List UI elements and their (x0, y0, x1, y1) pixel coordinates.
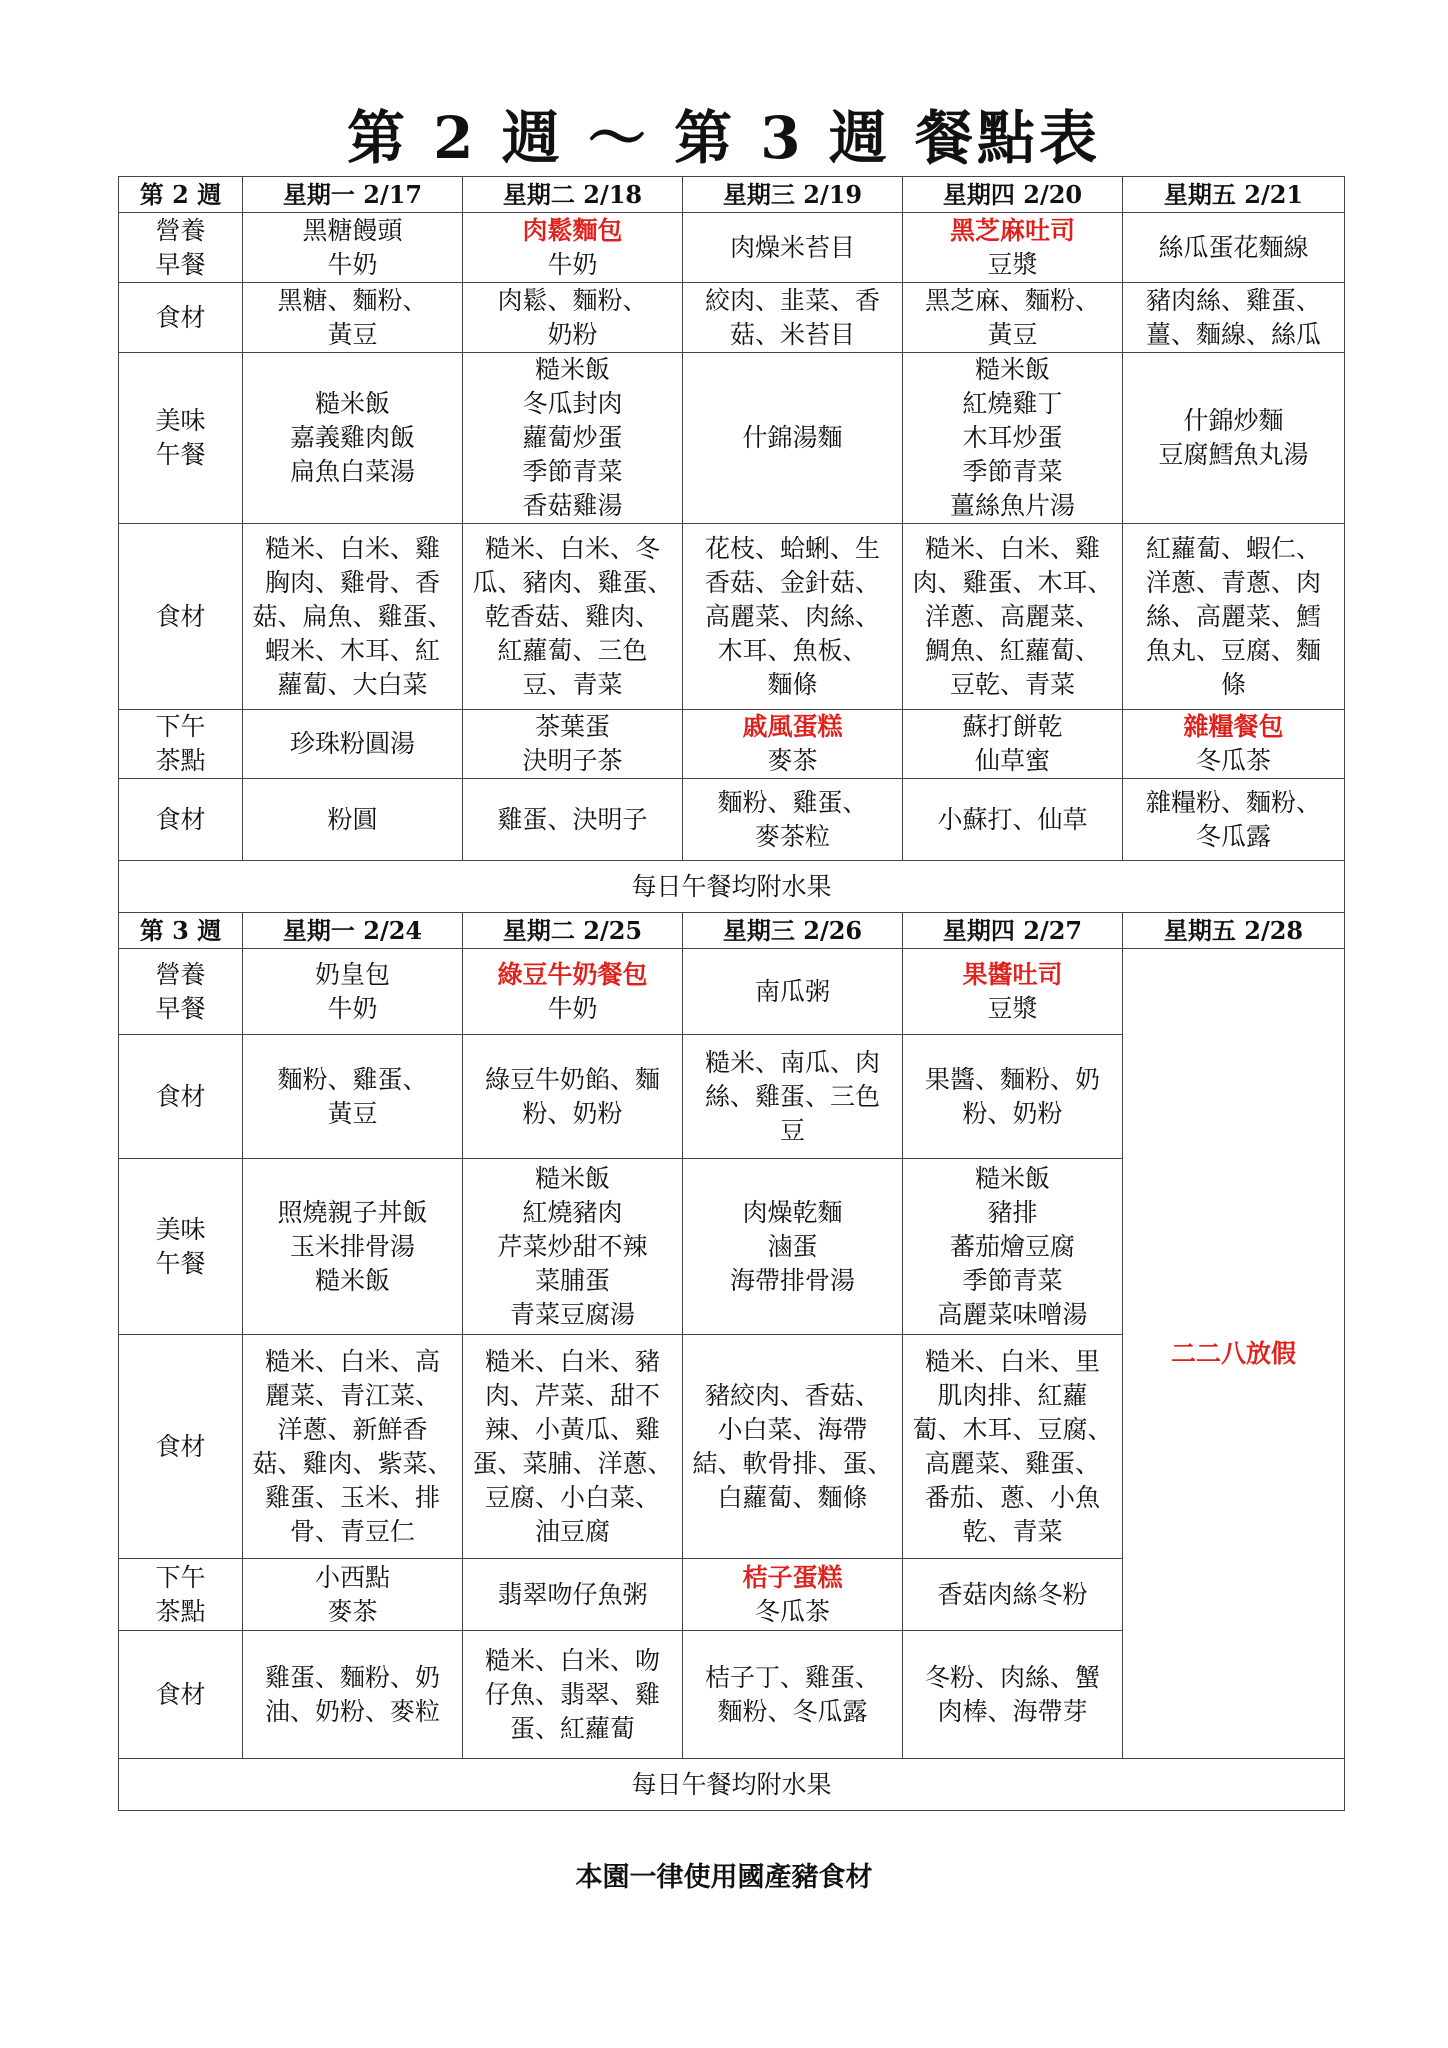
menu-item-text: 奶粉 (547, 319, 598, 349)
menu-cell (463, 1035, 683, 1159)
menu-item-text: 雞蛋、決明子 (497, 804, 648, 834)
breakfast-row (119, 213, 1345, 283)
menu-item-text: 絲瓜蛋花麵線 (1158, 232, 1309, 262)
row-label (119, 524, 243, 710)
menu-item-text: 奶皇包 (314, 959, 390, 989)
menu-item-text: 糙米、南瓜、肉 (704, 1047, 880, 1077)
menu-item-text: 蕃茄燴豆腐 (949, 1231, 1075, 1261)
menu-item-text: 蘿蔔炒蛋 (522, 423, 623, 452)
menu-cell (243, 710, 463, 779)
day-header: 星期四 2/27 (903, 913, 1123, 949)
menu-item-text: 季節青菜 (962, 457, 1063, 486)
menu-item-text: 小蘇打、仙草 (937, 804, 1088, 834)
menu-item-text: 糙米、白米、冬 (484, 533, 660, 563)
row-label-text: 茶點 (155, 746, 206, 775)
week-2-menu-table (118, 176, 1345, 913)
week-header-row (119, 913, 1345, 949)
menu-cell (463, 283, 683, 353)
menu-cell (903, 1035, 1123, 1159)
row-label-text: 食材 (155, 1431, 206, 1461)
menu-item-text: 決明子茶 (522, 746, 623, 775)
menu-item-text: 仙草蜜 (974, 746, 1050, 775)
menu-cell (1123, 779, 1345, 861)
row-label (119, 1159, 243, 1335)
menu-item-text: 黃豆 (987, 319, 1038, 349)
menu-cell (463, 1159, 683, 1335)
menu-cell (463, 353, 683, 524)
row-label-text: 食材 (155, 1081, 206, 1111)
row-label-text: 食材 (155, 302, 206, 332)
menu-cell (243, 949, 463, 1035)
menu-item-text: 胸肉、雞骨、香 (264, 567, 440, 597)
menu-item-text: 蘿蔔、大白菜 (277, 669, 428, 699)
menu-item-text: 海帶排骨湯 (729, 1265, 855, 1295)
menu-item-text: 香菇雞湯 (522, 491, 623, 520)
menu-item-text: 骨、青豆仁 (289, 1516, 415, 1546)
menu-item-text: 牛奶 (327, 993, 378, 1023)
menu-item-text: 粉、奶粉 (522, 1098, 623, 1128)
menu-cell (463, 1559, 683, 1631)
menu-item-text: 雜糧粉、麵粉、 (1145, 787, 1321, 817)
menu-item-text: 季節青菜 (522, 457, 623, 486)
menu-cell (903, 1631, 1123, 1759)
menu-item-text: 絞肉、韭菜、香 (704, 285, 880, 315)
fruit-note-row (119, 861, 1345, 913)
menu-item-text: 菜脯蛋 (534, 1265, 610, 1295)
menu-item-text: 麗菜、青江菜、 (264, 1380, 440, 1410)
menu-item-text: 冬粉、肉絲、蟹 (924, 1662, 1100, 1692)
menu-item-text: 香菇肉絲冬粉 (937, 1579, 1088, 1609)
menu-item-text: 什錦湯麵 (742, 423, 843, 452)
menu-cell (683, 283, 903, 353)
row-label (119, 779, 243, 861)
menu-item-text: 豆漿 (987, 249, 1038, 279)
menu-item-text: 糙米、白米、雞 (924, 533, 1100, 563)
menu-item-text: 肉燥乾麵 (742, 1197, 843, 1227)
menu-item-text: 黃豆 (327, 1098, 378, 1128)
menu-item-text: 肉鬆、麵粉、 (497, 285, 648, 315)
menu-item-text: 洋蔥、新鮮香 (277, 1414, 428, 1444)
menu-item-text: 豆腐、小白菜、 (484, 1482, 660, 1512)
menu-item-text: 仔魚、翡翠、雞 (484, 1679, 660, 1709)
menu-item-text: 豆腐鱈魚丸湯 (1158, 440, 1309, 469)
menu-item-text: 肉棒、海帶芽 (937, 1696, 1088, 1726)
row-label (119, 710, 243, 779)
menu-item-text: 鯛魚、紅蘿蔔、 (924, 635, 1100, 665)
menu-item-text: 肉、雞蛋、木耳、 (912, 567, 1113, 597)
menu-item-text: 黃豆 (327, 319, 378, 349)
menu-item-text: 蝦米、木耳、紅 (264, 635, 440, 665)
menu-item-text: 瓜、豬肉、雞蛋、 (472, 567, 673, 597)
menu-item-text: 乾香菇、雞肉、 (484, 601, 660, 631)
menu-item-text: 麥茶 (327, 1596, 378, 1626)
menu-cell (243, 1631, 463, 1759)
menu-item-text: 雞蛋、麵粉、奶 (264, 1662, 440, 1692)
menu-item-text: 滷蛋 (767, 1231, 818, 1261)
menu-item-text: 肉燥米苔目 (729, 232, 855, 262)
row-label-text: 早餐 (155, 249, 206, 279)
week-header-row (119, 177, 1345, 213)
menu-cell (903, 283, 1123, 353)
row-label-text: 食材 (155, 601, 206, 631)
menu-item-text: 嘉義雞肉飯 (289, 423, 415, 452)
menu-item-text: 綠豆牛奶餡、麵 (484, 1064, 660, 1094)
menu-item-text: 花枝、蛤蜊、生 (704, 533, 880, 563)
special-item-text: 桔子蛋糕 (742, 1562, 843, 1592)
lunch-ingredients-row (119, 524, 1345, 710)
menu-item-text: 肌肉排、紅蘿 (937, 1380, 1088, 1410)
menu-cell (1123, 710, 1345, 779)
menu-item-text: 豬排 (987, 1197, 1038, 1227)
special-item-text: 綠豆牛奶餐包 (497, 959, 648, 989)
menu-cell (243, 283, 463, 353)
menu-item-text: 高麗菜、雞蛋、 (924, 1448, 1100, 1478)
menu-item-text: 冬瓜茶 (754, 1596, 830, 1626)
menu-cell (683, 949, 903, 1035)
menu-cell (463, 1631, 683, 1759)
menu-item-text: 香菇、金針菇、 (704, 567, 880, 597)
day-header: 星期三 2/26 (683, 913, 903, 949)
row-label-text: 早餐 (155, 993, 206, 1023)
menu-item-text: 絲、高麗菜、鱈 (1145, 601, 1321, 631)
menu-cell (243, 1159, 463, 1335)
row-label (119, 1631, 243, 1759)
menu-cell (683, 1335, 903, 1559)
day-header: 星期一 2/24 (243, 913, 463, 949)
menu-item-text: 蛋、紅蘿蔔 (509, 1713, 635, 1743)
menu-item-text: 豆漿 (987, 993, 1038, 1023)
menu-item-text: 木耳、魚板、 (717, 635, 868, 665)
week-label: 第 3 週 (119, 913, 243, 949)
menu-cell (463, 1335, 683, 1559)
menu-cell (1123, 213, 1345, 283)
row-label-text: 下午 (155, 712, 206, 741)
lunch-row (119, 353, 1345, 524)
menu-item-text: 麥茶 (767, 746, 818, 775)
menu-item-text: 青菜豆腐湯 (509, 1299, 635, 1329)
menu-item-text: 糙米、白米、雞 (264, 533, 440, 563)
menu-cell (243, 524, 463, 710)
menu-cell (683, 779, 903, 861)
menu-item-text: 糙米、白米、高 (264, 1346, 440, 1376)
menu-cell (903, 1159, 1123, 1335)
row-label-text: 食材 (155, 804, 206, 834)
fruit-note: 每日午餐均附水果 (119, 861, 1345, 913)
menu-item-text: 糙米飯 (974, 1163, 1050, 1193)
row-label (119, 1559, 243, 1631)
special-item-text: 果醬吐司 (962, 959, 1063, 989)
menu-item-text: 黑糖饅頭 (302, 215, 403, 245)
menu-item-text: 絲、雞蛋、三色 (704, 1081, 880, 1111)
menu-cell (243, 213, 463, 283)
menu-item-text: 乾、青菜 (962, 1516, 1063, 1546)
menu-cell (683, 213, 903, 283)
menu-item-text: 粉、奶粉 (962, 1098, 1063, 1128)
menu-item-text: 麵粉、冬瓜露 (717, 1696, 868, 1726)
menu-item-text: 糙米飯 (314, 1265, 390, 1295)
row-label (119, 353, 243, 524)
menu-item-text: 豆 (779, 1115, 805, 1145)
menu-cell (463, 779, 683, 861)
menu-item-text: 小白菜、海帶 (717, 1414, 868, 1444)
menu-cell (243, 1035, 463, 1159)
menu-cell (903, 1559, 1123, 1631)
menu-item-text: 扁魚白菜湯 (289, 457, 415, 486)
menu-item-text: 木耳炒蛋 (962, 423, 1063, 452)
row-label (119, 1035, 243, 1159)
menu-item-text: 冬瓜茶 (1195, 746, 1271, 775)
menu-cell (243, 353, 463, 524)
menu-item-text: 蘇打餅乾 (962, 712, 1063, 741)
menu-item-text: 豬肉絲、雞蛋、 (1145, 285, 1321, 315)
menu-item-text: 小西點 (314, 1562, 390, 1592)
menu-item-text: 照燒親子丼飯 (277, 1197, 428, 1227)
menu-item-text: 菇、扁魚、雞蛋、 (252, 601, 453, 631)
day-header: 星期二 2/25 (463, 913, 683, 949)
menu-item-text: 糙米飯 (974, 355, 1050, 384)
menu-item-text: 紅蘿蔔、蝦仁、 (1145, 533, 1321, 563)
menu-item-text: 豆乾、青菜 (949, 669, 1075, 699)
row-label-text: 午餐 (155, 1248, 206, 1278)
day-header: 星期二 2/18 (463, 177, 683, 213)
menu-item-text: 珍珠粉圓湯 (289, 729, 415, 758)
pork-origin-footer: 本園一律使用國產豬食材 (575, 1862, 873, 1893)
menu-cell (683, 710, 903, 779)
menu-item-text: 雞蛋、玉米、排 (264, 1482, 440, 1512)
menu-item-text: 白蘿蔔、麵條 (717, 1482, 868, 1512)
menu-item-text: 蔔、木耳、豆腐、 (912, 1414, 1113, 1444)
menu-cell (903, 213, 1123, 283)
row-label (119, 283, 243, 353)
snack-row (119, 710, 1345, 779)
menu-item-text: 洋蔥、高麗菜、 (924, 601, 1100, 631)
menu-item-text: 麵粉、雞蛋、 (277, 1064, 428, 1094)
menu-cell (463, 710, 683, 779)
menu-item-text: 結、軟骨排、蛋、 (692, 1448, 893, 1478)
row-label-text: 食材 (155, 1679, 206, 1709)
menu-item-text: 黑糖、麵粉、 (277, 285, 428, 315)
menu-item-text: 紅燒雞丁 (962, 389, 1063, 418)
menu-item-text: 蛋、菜脯、洋蔥、 (472, 1448, 673, 1478)
menu-item-text: 季節青菜 (962, 1265, 1063, 1295)
menu-cell (683, 353, 903, 524)
menu-item-text: 油、奶粉、麥粒 (264, 1696, 440, 1726)
menu-item-text: 條 (1220, 669, 1246, 699)
menu-item-text: 糙米、白米、里 (924, 1346, 1100, 1376)
menu-item-text: 南瓜粥 (754, 976, 830, 1006)
row-label-text: 營養 (155, 959, 206, 989)
menu-item-text: 糙米飯 (314, 389, 390, 418)
row-label (119, 213, 243, 283)
menu-item-text: 紅燒豬肉 (522, 1197, 623, 1227)
menu-item-text: 茶葉蛋 (534, 712, 610, 741)
menu-item-text: 玉米排骨湯 (289, 1231, 415, 1261)
menu-cell (1123, 283, 1345, 353)
menu-item-text: 黑芝麻、麵粉、 (924, 285, 1100, 315)
menu-item-text: 肉、芹菜、甜不 (484, 1380, 660, 1410)
menu-item-text: 洋蔥、青蔥、肉 (1145, 567, 1321, 597)
row-label (119, 1335, 243, 1559)
menu-cell (903, 1335, 1123, 1559)
menu-cell (903, 710, 1123, 779)
menu-cell (903, 524, 1123, 710)
special-item-text: 戚風蛋糕 (742, 712, 843, 741)
menu-cell (1123, 353, 1345, 524)
menu-cell (243, 1335, 463, 1559)
menu-cell (463, 524, 683, 710)
menu-item-text: 油豆腐 (534, 1516, 610, 1546)
menu-cell (243, 779, 463, 861)
menu-cell (683, 1559, 903, 1631)
day-header: 星期五 2/21 (1123, 177, 1345, 213)
row-label-text: 營養 (155, 215, 206, 245)
menu-item-text: 薑、麵線、絲瓜 (1145, 319, 1321, 349)
row-label-text: 美味 (155, 1214, 206, 1244)
menu-item-text: 什錦炒麵 (1183, 406, 1284, 435)
holiday-notice: 二二八放假 (1123, 949, 1345, 1759)
menu-item-text: 牛奶 (327, 249, 378, 279)
menu-cell (683, 1035, 903, 1159)
breakfast-ingredients-row (119, 283, 1345, 353)
menu-cell (683, 1631, 903, 1759)
fruit-note: 每日午餐均附水果 (119, 1759, 1345, 1811)
menu-item-text: 粉圓 (327, 804, 378, 834)
menu-item-text: 麵條 (767, 669, 818, 699)
menu-item-text: 菇、米苔目 (729, 319, 855, 349)
row-label-text: 下午 (155, 1562, 206, 1592)
menu-cell (1123, 524, 1345, 710)
menu-item-text: 糙米飯 (534, 355, 610, 384)
menu-cell (463, 949, 683, 1035)
week-3-menu-table (118, 912, 1345, 1811)
day-header: 星期五 2/28 (1123, 913, 1345, 949)
snack-ingredients-row (119, 779, 1345, 861)
special-item-text: 雜糧餐包 (1183, 712, 1284, 741)
menu-item-text: 牛奶 (547, 249, 598, 279)
row-label-text: 美味 (155, 406, 206, 435)
menu-item-text: 番茄、蔥、小魚 (924, 1482, 1100, 1512)
menu-item-text: 麥茶粒 (754, 821, 830, 851)
menu-cell (683, 1159, 903, 1335)
row-label (119, 949, 243, 1035)
row-label-text: 茶點 (155, 1596, 206, 1626)
menu-item-text: 菇、雞肉、紫菜、 (252, 1448, 453, 1478)
menu-item-text: 豆、青菜 (522, 669, 623, 699)
page-title: 第 2 週 ～ 第 3 週 餐點表 (346, 104, 1102, 172)
day-header: 星期四 2/20 (903, 177, 1123, 213)
menu-item-text: 魚丸、豆腐、麵 (1145, 635, 1321, 665)
menu-item-text: 牛奶 (547, 993, 598, 1023)
menu-item-text: 翡翠吻仔魚粥 (497, 1579, 648, 1609)
menu-item-text: 糙米飯 (534, 1163, 610, 1193)
menu-cell (903, 779, 1123, 861)
menu-item-text: 麵粉、雞蛋、 (717, 787, 868, 817)
menu-item-text: 糙米、白米、豬 (484, 1346, 660, 1376)
menu-cell (683, 524, 903, 710)
menu-item-text: 高麗菜味噌湯 (937, 1299, 1088, 1329)
special-item-text: 肉鬆麵包 (522, 215, 623, 245)
menu-item-text: 冬瓜露 (1195, 821, 1271, 851)
day-header: 星期一 2/17 (243, 177, 463, 213)
menu-cell (463, 213, 683, 283)
menu-item-text: 豬絞肉、香菇、 (704, 1380, 880, 1410)
week-label: 第 2 週 (119, 177, 243, 213)
menu-item-text: 芹菜炒甜不辣 (497, 1231, 648, 1261)
row-label-text: 午餐 (155, 440, 206, 469)
menu-item-text: 冬瓜封肉 (522, 389, 623, 418)
menu-item-text: 薑絲魚片湯 (949, 491, 1075, 520)
special-item-text: 黑芝麻吐司 (949, 215, 1075, 245)
menu-item-text: 桔子丁、雞蛋、 (704, 1662, 880, 1692)
menu-item-text: 果醬、麵粉、奶 (924, 1064, 1100, 1094)
breakfast-row (119, 949, 1345, 1035)
fruit-note-row (119, 1759, 1345, 1811)
menu-item-text: 高麗菜、肉絲、 (704, 601, 880, 631)
menu-cell (903, 949, 1123, 1035)
menu-item-text: 紅蘿蔔、三色 (497, 635, 648, 665)
menu-item-text: 糙米、白米、吻 (484, 1645, 660, 1675)
menu-cell (243, 1559, 463, 1631)
menu-cell (903, 353, 1123, 524)
menu-item-text: 辣、小黃瓜、雞 (484, 1414, 660, 1444)
day-header: 星期三 2/19 (683, 177, 903, 213)
